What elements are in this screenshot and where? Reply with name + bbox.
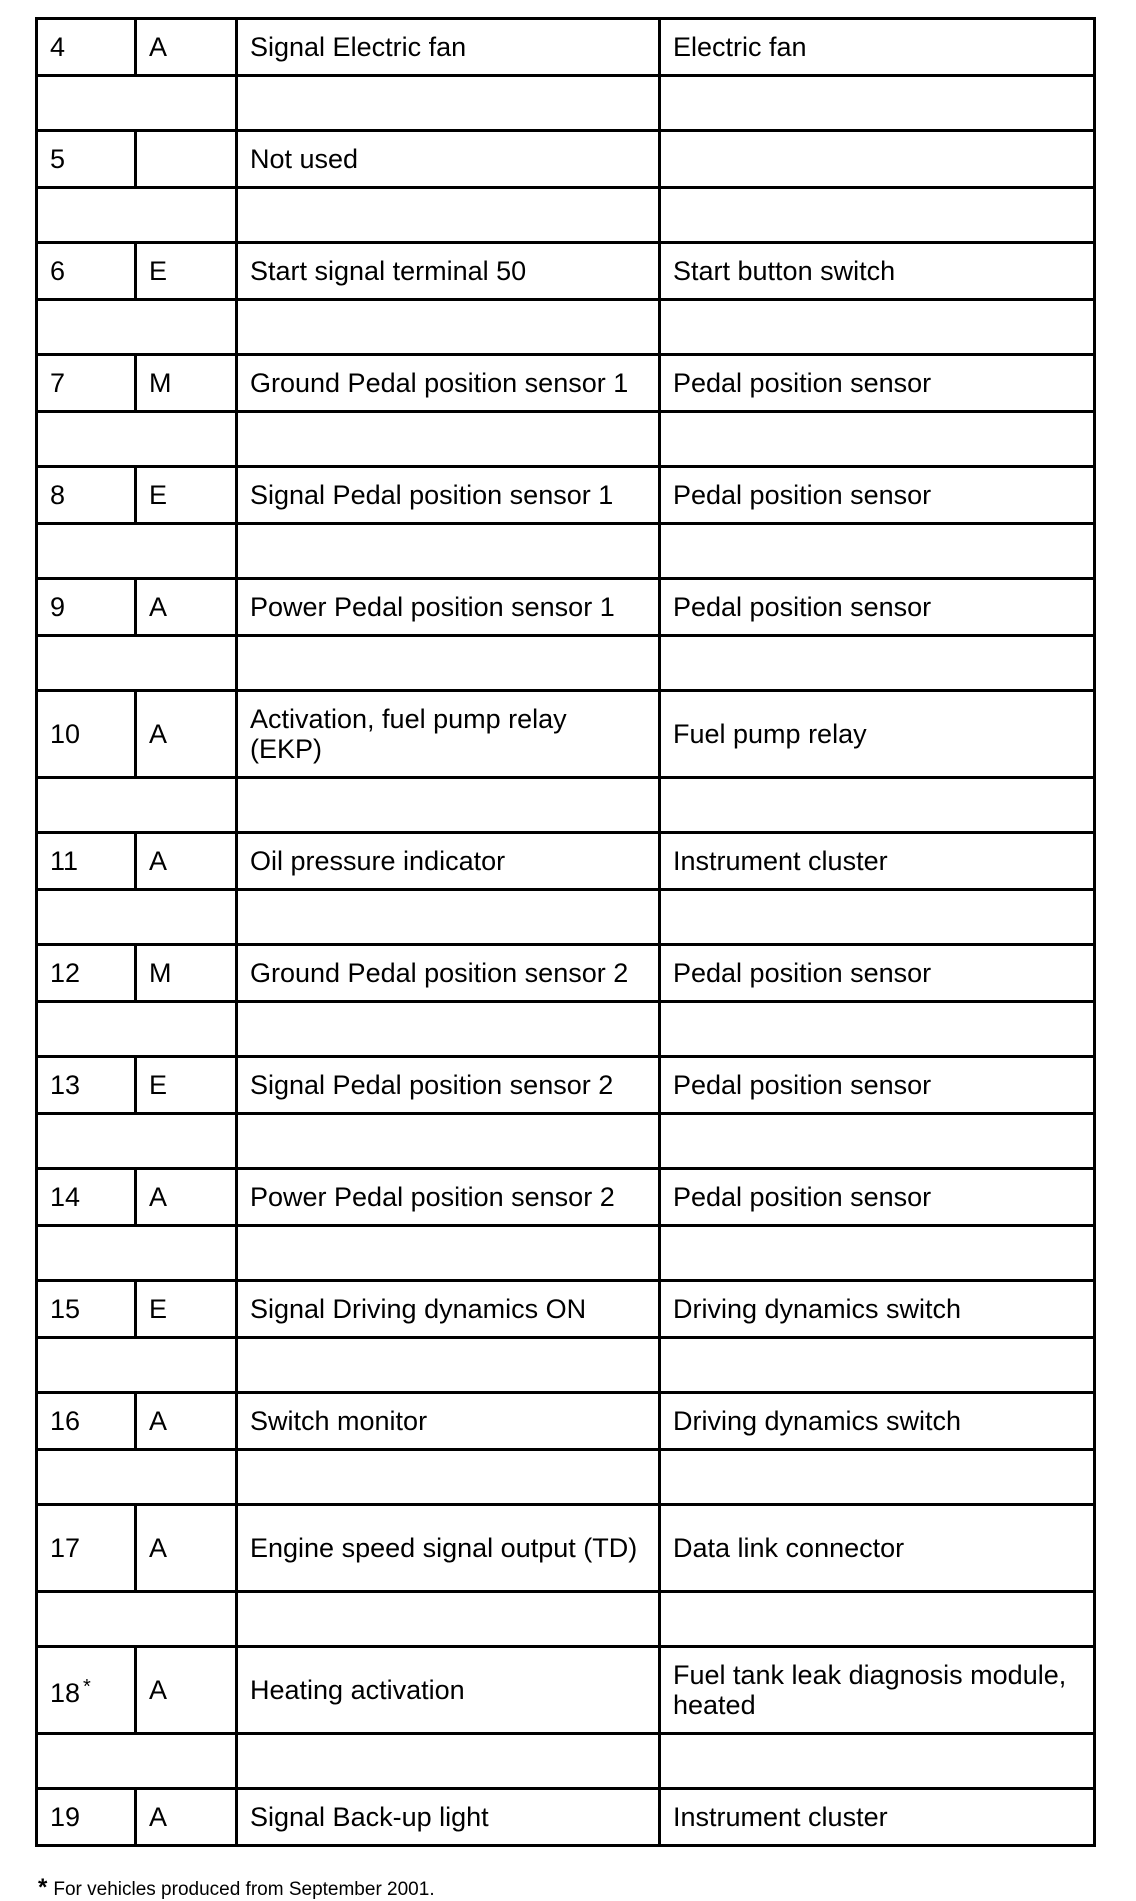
table-row — [37, 579, 1095, 636]
component-cell: Driving dynamics switch — [660, 1281, 1095, 1338]
spacer-cell — [37, 1002, 237, 1057]
pin-number-cell — [37, 355, 136, 412]
pin-number: 7 — [50, 368, 66, 398]
spacer-cell — [37, 412, 237, 467]
pin-table-body — [37, 19, 1095, 1846]
footnote-marker: * — [83, 1676, 91, 1698]
spacer-row — [37, 76, 1095, 131]
signal-type-cell: A — [136, 1169, 237, 1226]
spacer-cell — [660, 1592, 1095, 1647]
footnote-symbol: * — [38, 1874, 48, 1901]
pin-number-cell — [37, 945, 136, 1002]
spacer-cell — [237, 778, 660, 833]
pin-number: 13 — [50, 1070, 81, 1100]
spacer-cell — [237, 1002, 660, 1057]
description-cell: Ground Pedal position sensor 2 — [237, 945, 660, 1002]
pin-number-cell — [37, 1393, 136, 1450]
spacer-cell — [237, 1450, 660, 1505]
footnote-text: For vehicles produced from September 2001. — [53, 1879, 435, 1900]
signal-type-cell — [136, 131, 237, 188]
table-row — [37, 1057, 1095, 1114]
spacer-row — [37, 1450, 1095, 1505]
pin-number-cell — [37, 1169, 136, 1226]
pin-number: 14 — [50, 1182, 81, 1212]
spacer-row — [37, 1114, 1095, 1169]
description-cell: Ground Pedal position sensor 1 — [237, 355, 660, 412]
pin-number: 18 — [50, 1678, 81, 1708]
pin-number-cell — [37, 19, 136, 76]
spacer-cell — [237, 1114, 660, 1169]
table-row — [37, 1281, 1095, 1338]
pin-number: 19 — [50, 1802, 81, 1832]
spacer-row — [37, 1226, 1095, 1281]
pin-number: 16 — [50, 1406, 81, 1436]
pin-number-cell — [37, 1789, 136, 1846]
spacer-cell — [237, 1226, 660, 1281]
spacer-cell — [237, 524, 660, 579]
description-cell: Heating activation — [237, 1647, 660, 1734]
table-row — [37, 131, 1095, 188]
pin-number-cell — [37, 243, 136, 300]
spacer-cell — [237, 412, 660, 467]
spacer-cell — [37, 1338, 237, 1393]
signal-type-cell: E — [136, 1281, 237, 1338]
spacer-cell — [37, 300, 237, 355]
description-cell: Start signal terminal 50 — [237, 243, 660, 300]
pin-number: 10 — [50, 719, 81, 749]
spacer-cell — [37, 778, 237, 833]
pin-number: 8 — [50, 480, 66, 510]
pin-number-cell — [37, 467, 136, 524]
pin-number: 9 — [50, 592, 66, 622]
spacer-cell — [37, 1226, 237, 1281]
spacer-cell — [660, 524, 1095, 579]
signal-type-cell: E — [136, 1057, 237, 1114]
spacer-row — [37, 778, 1095, 833]
component-cell: Pedal position sensor — [660, 579, 1095, 636]
spacer-cell — [660, 1226, 1095, 1281]
spacer-cell — [660, 412, 1095, 467]
component-cell: Pedal position sensor — [660, 1057, 1095, 1114]
signal-type-cell: E — [136, 467, 237, 524]
pin-number-cell — [37, 691, 136, 778]
spacer-cell — [237, 1592, 660, 1647]
component-cell: Fuel pump relay — [660, 691, 1095, 778]
spacer-row — [37, 1338, 1095, 1393]
pin-number-cell — [37, 1647, 136, 1734]
table-row — [37, 1789, 1095, 1846]
table-row — [37, 1393, 1095, 1450]
spacer-cell — [237, 636, 660, 691]
description-cell: Oil pressure indicator — [237, 833, 660, 890]
signal-type-cell: A — [136, 1647, 237, 1734]
spacer-cell — [237, 188, 660, 243]
spacer-cell — [660, 1450, 1095, 1505]
spacer-cell — [37, 524, 237, 579]
description-cell: Activation, fuel pump relay (EKP) — [237, 691, 660, 778]
signal-type-cell: E — [136, 243, 237, 300]
spacer-cell — [660, 188, 1095, 243]
spacer-row — [37, 1592, 1095, 1647]
signal-type-cell: A — [136, 19, 237, 76]
spacer-cell — [37, 1450, 237, 1505]
spacer-cell — [237, 300, 660, 355]
description-cell: Signal Back-up light — [237, 1789, 660, 1846]
pin-number-cell — [37, 1505, 136, 1592]
signal-type-cell: A — [136, 833, 237, 890]
pin-number: 5 — [50, 144, 66, 174]
table-row — [37, 243, 1095, 300]
component-cell: Pedal position sensor — [660, 945, 1095, 1002]
pin-number: 4 — [50, 32, 66, 62]
spacer-row — [37, 300, 1095, 355]
pin-number: 11 — [50, 846, 79, 876]
description-cell: Signal Electric fan — [237, 19, 660, 76]
spacer-cell — [660, 636, 1095, 691]
spacer-cell — [37, 1734, 237, 1789]
signal-type-cell: A — [136, 579, 237, 636]
table-row — [37, 945, 1095, 1002]
component-cell: Fuel tank leak diagnosis module, heated — [660, 1647, 1095, 1734]
spacer-cell — [37, 1114, 237, 1169]
table-row — [37, 1647, 1095, 1734]
spacer-cell — [660, 300, 1095, 355]
component-cell: Instrument cluster — [660, 1789, 1095, 1846]
spacer-cell — [660, 1734, 1095, 1789]
spacer-cell — [660, 1114, 1095, 1169]
description-cell: Power Pedal position sensor 1 — [237, 579, 660, 636]
spacer-cell — [237, 76, 660, 131]
pin-number-cell — [37, 833, 136, 890]
spacer-cell — [37, 188, 237, 243]
component-cell: Electric fan — [660, 19, 1095, 76]
spacer-row — [37, 412, 1095, 467]
spacer-cell — [237, 1338, 660, 1393]
signal-type-cell: A — [136, 691, 237, 778]
spacer-row — [37, 890, 1095, 945]
description-cell: Switch monitor — [237, 1393, 660, 1450]
pin-number: 17 — [50, 1533, 81, 1563]
spacer-cell — [660, 1338, 1095, 1393]
spacer-row — [37, 524, 1095, 579]
table-row — [37, 355, 1095, 412]
pin-number-cell — [37, 131, 136, 188]
spacer-row — [37, 1002, 1095, 1057]
signal-type-cell: A — [136, 1789, 237, 1846]
spacer-cell — [237, 890, 660, 945]
spacer-row — [37, 636, 1095, 691]
table-row — [37, 1169, 1095, 1226]
description-cell: Signal Pedal position sensor 1 — [237, 467, 660, 524]
pin-number-cell — [37, 1281, 136, 1338]
component-cell: Start button switch — [660, 243, 1095, 300]
spacer-cell — [37, 890, 237, 945]
spacer-cell — [660, 890, 1095, 945]
component-cell — [660, 131, 1095, 188]
spacer-row — [37, 1734, 1095, 1789]
description-cell: Not used — [237, 131, 660, 188]
spacer-cell — [37, 636, 237, 691]
pin-number: 6 — [50, 256, 66, 286]
description-cell: Engine speed signal output (TD) — [237, 1505, 660, 1592]
pin-number: 12 — [50, 958, 81, 988]
component-cell: Driving dynamics switch — [660, 1393, 1095, 1450]
component-cell: Pedal position sensor — [660, 355, 1095, 412]
table-row — [37, 467, 1095, 524]
spacer-cell — [37, 1592, 237, 1647]
pin-number-cell — [37, 1057, 136, 1114]
table-row — [37, 691, 1095, 778]
footnote — [38, 1874, 435, 1901]
spacer-row — [37, 188, 1095, 243]
signal-type-cell: M — [136, 945, 237, 1002]
description-cell: Signal Driving dynamics ON — [237, 1281, 660, 1338]
spacer-cell — [660, 778, 1095, 833]
table-row — [37, 19, 1095, 76]
pin-number-cell — [37, 579, 136, 636]
spacer-cell — [237, 1734, 660, 1789]
signal-type-cell: M — [136, 355, 237, 412]
pin-number: 15 — [50, 1294, 81, 1324]
signal-type-cell: A — [136, 1505, 237, 1592]
pin-assignment-table — [35, 17, 1096, 1847]
description-cell: Power Pedal position sensor 2 — [237, 1169, 660, 1226]
spacer-cell — [660, 1002, 1095, 1057]
component-cell: Instrument cluster — [660, 833, 1095, 890]
component-cell: Data link connector — [660, 1505, 1095, 1592]
table-row — [37, 833, 1095, 890]
spacer-cell — [37, 76, 237, 131]
component-cell: Pedal position sensor — [660, 467, 1095, 524]
spacer-cell — [660, 76, 1095, 131]
description-cell: Signal Pedal position sensor 2 — [237, 1057, 660, 1114]
signal-type-cell: A — [136, 1393, 237, 1450]
component-cell: Pedal position sensor — [660, 1169, 1095, 1226]
table-row — [37, 1505, 1095, 1592]
